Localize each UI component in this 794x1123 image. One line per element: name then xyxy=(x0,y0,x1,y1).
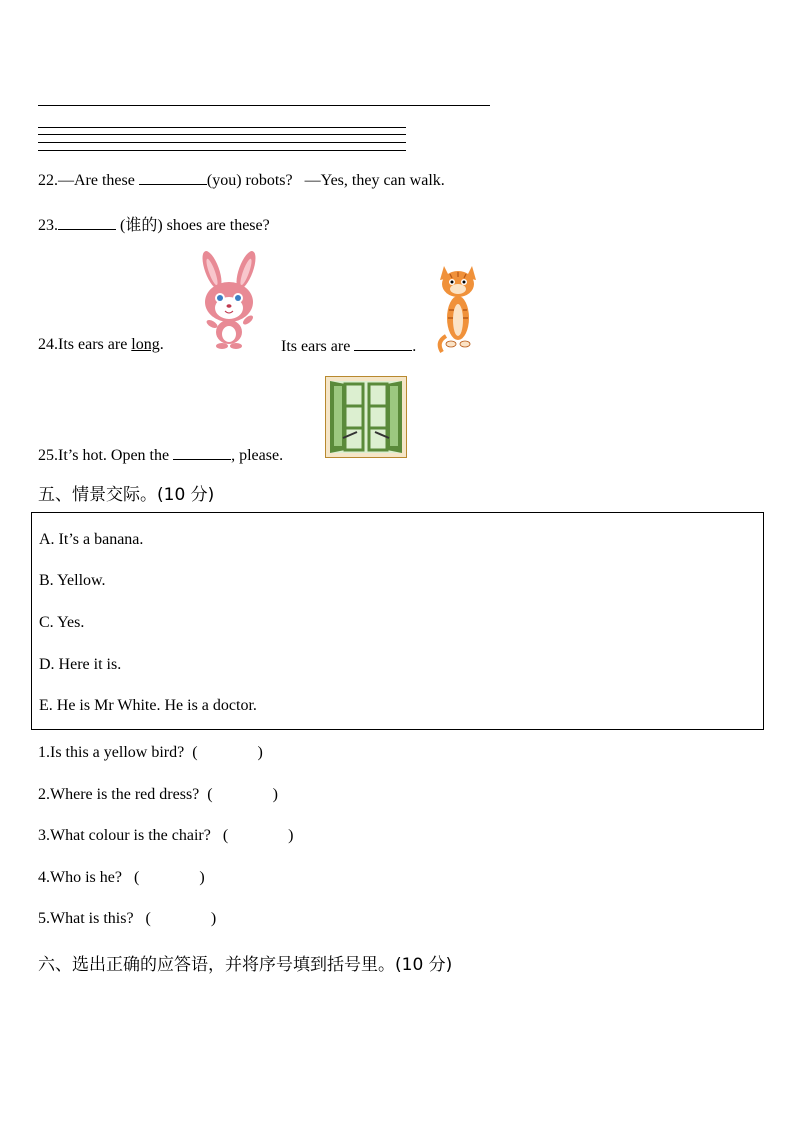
fill-blank[interactable] xyxy=(139,170,207,185)
question-25 xyxy=(38,445,283,465)
answer-paren-close: ) xyxy=(272,786,278,803)
underlined-word: long xyxy=(131,336,160,353)
question-number: 24. xyxy=(38,336,58,353)
answer-paren-open: ( xyxy=(192,744,198,761)
question-24-part-2 xyxy=(281,336,416,356)
answer-paren-open: ( xyxy=(222,827,229,844)
option-e: E. He is Mr White. He is a doctor. xyxy=(39,697,257,714)
option-b: B. Yellow. xyxy=(39,572,106,589)
window-icon xyxy=(325,376,407,458)
fill-blank[interactable] xyxy=(354,336,412,351)
answer-line-4 xyxy=(38,142,406,143)
cat-icon xyxy=(436,262,480,354)
section-5-title: 五、情景交际。(10 分) xyxy=(38,485,215,505)
question-text: 4.Who is he? xyxy=(38,869,122,886)
question-text: 2.Where is the red dress? xyxy=(38,786,200,803)
answer-paren-close: ) xyxy=(288,827,294,844)
question-number: 25. xyxy=(38,447,58,464)
question-5 xyxy=(38,910,216,928)
answer-paren-open: ( xyxy=(133,869,140,886)
answer-text: —Yes, they can walk. xyxy=(304,172,445,189)
fill-blank[interactable] xyxy=(173,445,231,460)
question-text: 5.What is this? xyxy=(38,910,134,927)
question-text: —Are these xyxy=(58,172,139,189)
answer-paren-close: ) xyxy=(210,910,217,927)
answer-line-5 xyxy=(38,150,406,151)
answer-line-1 xyxy=(38,105,490,106)
question-number: 22. xyxy=(38,172,58,189)
options-box xyxy=(31,512,764,730)
option-d: D. Here it is. xyxy=(39,656,122,673)
question-4 xyxy=(38,869,205,887)
answer-line-3 xyxy=(38,134,406,135)
section-6-title: 六、选出正确的应答语，并将序号填到括号里。(10 分) xyxy=(38,955,453,975)
question-text: Its ears are xyxy=(281,338,355,355)
question-2 xyxy=(38,786,278,804)
question-text: It’s hot. Open the xyxy=(58,447,174,464)
answer-paren-open: ( xyxy=(207,786,213,803)
question-text: . xyxy=(159,336,164,353)
question-text: . xyxy=(412,338,417,355)
question-1 xyxy=(38,744,263,762)
question-text: , please. xyxy=(231,447,284,464)
question-text: (you) robots? xyxy=(206,172,293,189)
answer-paren-open: ( xyxy=(145,910,151,927)
fill-blank[interactable] xyxy=(58,215,116,230)
answer-paren-close: ) xyxy=(257,744,263,761)
question-number: 23. xyxy=(38,217,58,234)
question-24 xyxy=(38,336,164,354)
question-22 xyxy=(38,170,445,190)
option-c: C. Yes. xyxy=(39,614,85,631)
question-text: 1.Is this a yellow bird? xyxy=(38,744,185,761)
rabbit-icon xyxy=(190,250,268,350)
answer-line-2 xyxy=(38,127,406,128)
question-text: (谁的) shoes are these? xyxy=(116,217,270,234)
answer-paren-close: ) xyxy=(199,869,205,886)
question-text: 3.What colour is the chair? xyxy=(38,827,211,844)
option-a: A. It’s a banana. xyxy=(39,531,144,548)
question-23 xyxy=(38,212,270,235)
question-3 xyxy=(38,827,293,845)
question-text: Its ears are xyxy=(58,336,132,353)
